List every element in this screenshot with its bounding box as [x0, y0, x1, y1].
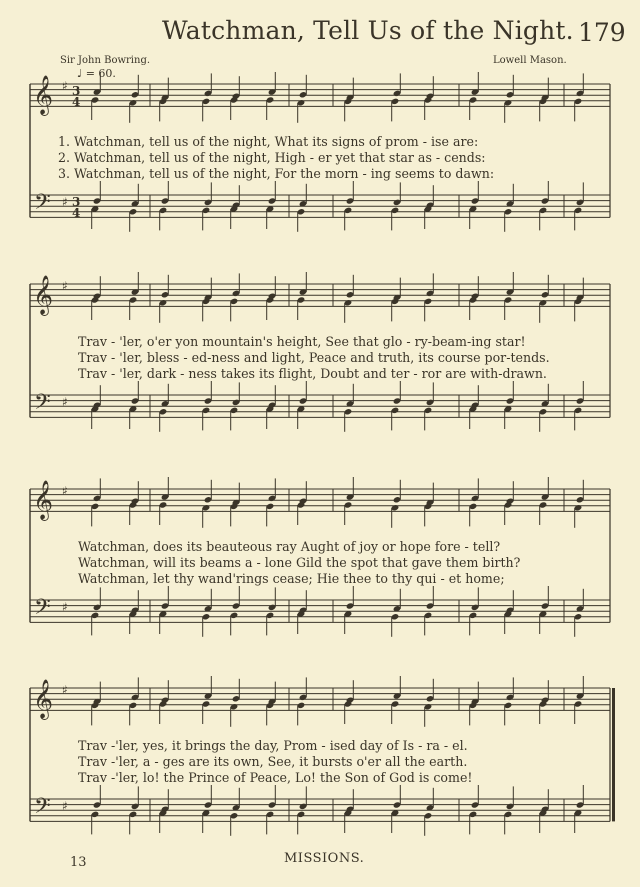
treble-clef-icon: 𝄞	[33, 679, 54, 719]
lyric-text: Watchman, will its beams a - lone Gild the spot that gave them birth?	[78, 555, 521, 570]
sharp-icon: ♯	[62, 79, 68, 93]
lyric-line	[78, 571, 505, 586]
footer-number: 13	[70, 855, 87, 870]
lyric-text: Watchman, tell us of the night, What its signs of prom - ise are:	[74, 134, 479, 149]
treble-clef-icon: 𝄞	[33, 75, 54, 115]
sharp-icon: ♯	[62, 195, 68, 209]
time-sig-bottom: 4	[72, 95, 81, 109]
lyric-line	[58, 134, 478, 149]
sharp-icon: ♯	[62, 395, 68, 409]
lyric-text: Trav -'ler, a - ges are its own, See, it bursts o'er all the earth.	[78, 754, 468, 769]
lyric-line	[78, 334, 526, 349]
bass-clef-icon: 𝄢	[34, 794, 51, 824]
lyric-line	[58, 166, 494, 181]
lyric-line	[78, 738, 468, 753]
lyric-line	[78, 555, 520, 570]
lyric-text: Trav -'ler, yes, it brings the day, Prom - ised day of Is - ra - el.	[78, 738, 468, 753]
poet-credit: Sir John Bowring.	[60, 55, 151, 66]
lyric-text: Trav -'ler, lo! the Prince of Peace, Lo! the Son of God is come!	[78, 770, 473, 785]
lyric-line	[78, 770, 472, 785]
lyric-text: Trav - 'ler, o'er yon mountain's height, See that glo - ry-beam-ing star!	[78, 334, 526, 349]
sharp-icon: ♯	[62, 279, 68, 293]
sharp-icon: ♯	[62, 683, 68, 697]
lyric-text: Watchman, let thy wand'rings cease; Hie thee to thy qui - et home;	[78, 571, 505, 586]
lyric-text: Watchman, tell us of the night, For the morn - ing seems to dawn:	[74, 166, 495, 181]
lyric-line	[78, 366, 547, 381]
lyric-text: Trav - 'ler, bless - ed-ness and light, Peace and truth, its course por-tends.	[78, 350, 550, 365]
tempo-marking: ♩ = 60.	[77, 67, 116, 80]
lyric-line	[78, 350, 550, 365]
lyric-line	[58, 150, 486, 165]
sharp-icon: ♯	[62, 600, 68, 614]
lyric-text: Trav - 'ler, dark - ness takes its flight, Doubt and ter - ror are with-drawn.	[78, 366, 547, 381]
footer-label: MISSIONS.	[284, 851, 365, 866]
quarter-note-icon: ♩	[77, 67, 83, 80]
sharp-icon: ♯	[62, 799, 68, 813]
bass-clef-icon: 𝄢	[34, 595, 51, 625]
bass-clef-icon: 𝄢	[34, 190, 51, 220]
time-sig-top: 3	[72, 195, 81, 209]
time-sig-top: 3	[72, 84, 81, 98]
hymn-title: Watchman, Tell Us of the Night.	[162, 16, 574, 45]
treble-clef-icon: 𝄞	[33, 480, 54, 520]
sharp-icon: ♯	[62, 484, 68, 498]
end-barline	[612, 688, 615, 821]
verse-number: 1.	[58, 134, 75, 149]
composer-credit: Lowell Mason.	[493, 55, 567, 66]
verse-number: 3.	[58, 166, 75, 181]
bass-clef-icon: 𝄢	[34, 390, 51, 420]
treble-clef-icon: 𝄞	[33, 275, 54, 315]
verse-number: 2.	[58, 150, 75, 165]
page-number: 179	[578, 18, 626, 47]
lyric-line	[78, 539, 500, 554]
lyric-text: Watchman, does its beauteous ray Aught of joy or hope fore - tell?	[78, 539, 501, 554]
lyric-text: Watchman, tell us of the night, High - er yet that star as - cends:	[74, 150, 486, 165]
lyric-line	[78, 754, 467, 769]
time-sig-bottom: 4	[72, 206, 81, 220]
